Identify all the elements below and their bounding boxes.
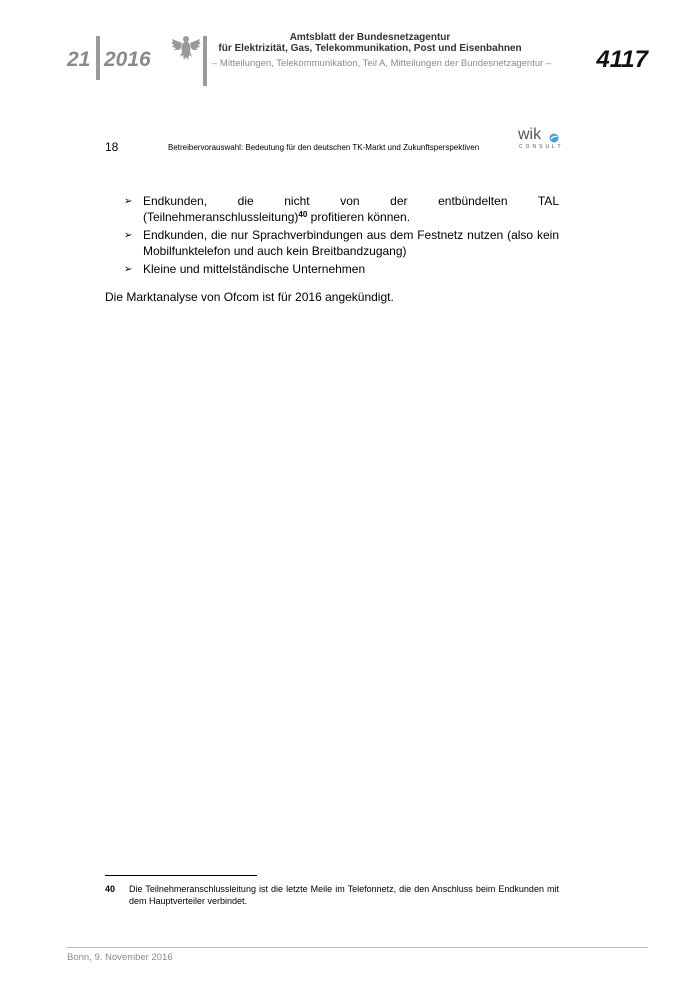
body-paragraph: Die Marktanalyse von Ofcom ist für 2016 angekündigt.: [105, 290, 394, 304]
page-number: 4117: [596, 46, 648, 73]
federal-eagle-icon: [170, 33, 202, 65]
publication-subtitle: – Mitteilungen, Telekommunikation, Teil A, Mitteilungen der Bundesnetzagentur –: [212, 58, 552, 69]
arrow-bullet-icon: ➢: [124, 196, 133, 207]
bullet-text: Endkunden, die nur Sprachverbindungen aus dem Festnetz nutzen (also kein Mobilfunktelefon und auch kein Breitbandzugang): [143, 228, 559, 258]
logo-swoosh-icon: [549, 133, 559, 143]
footnote: [105, 883, 559, 907]
list-item: [124, 194, 559, 225]
wik-consult-logo: [518, 128, 564, 152]
bullet-list: [124, 194, 559, 281]
running-head-page-number: 18: [105, 140, 119, 154]
publication-title-line1: Amtsblatt der Bundesnetzagentur: [289, 32, 451, 43]
list-item: [124, 228, 559, 259]
running-head-title: Betreibervorauswahl: Bedeutung für den deutschen TK-Markt und Zukunftsperspektiven: [168, 143, 480, 152]
bullet-text: Endkunden, die nicht von der entbündelten TAL (Teilnehmeranschlussleitung): [143, 194, 559, 224]
logo-word: wik: [518, 126, 542, 143]
bullet-text: Kleine und mittelständische Unternehmen: [143, 262, 366, 276]
footer-date: Bonn, 9. November 2016: [67, 952, 173, 963]
logo-sub: CONSULT: [519, 144, 564, 150]
list-item: [124, 262, 559, 278]
bullet-text-continuation: profitieren können.: [307, 209, 411, 224]
arrow-bullet-icon: ➢: [124, 230, 133, 241]
issue-year: 2016: [104, 48, 151, 71]
issue-number: 21: [67, 48, 91, 71]
arrow-bullet-icon: ➢: [124, 264, 133, 275]
footer-rule: [67, 947, 648, 948]
footnote-reference[interactable]: 40: [298, 209, 308, 219]
footnote-mark: 40: [105, 884, 116, 894]
publication-title-line2: für Elektrizität, Gas, Telekommunikation, Post und Eisenbahnen: [218, 43, 522, 54]
footnote-text: Die Teilnehmeranschlussleitung ist die letzte Meile im Telefonnetz, die den Anschluss beim Endkunden mit dem Hauptverteiler verbindet.: [129, 884, 559, 906]
publication-title: [200, 32, 540, 54]
footnote-rule: [105, 875, 257, 876]
issue-divider: [96, 36, 100, 80]
